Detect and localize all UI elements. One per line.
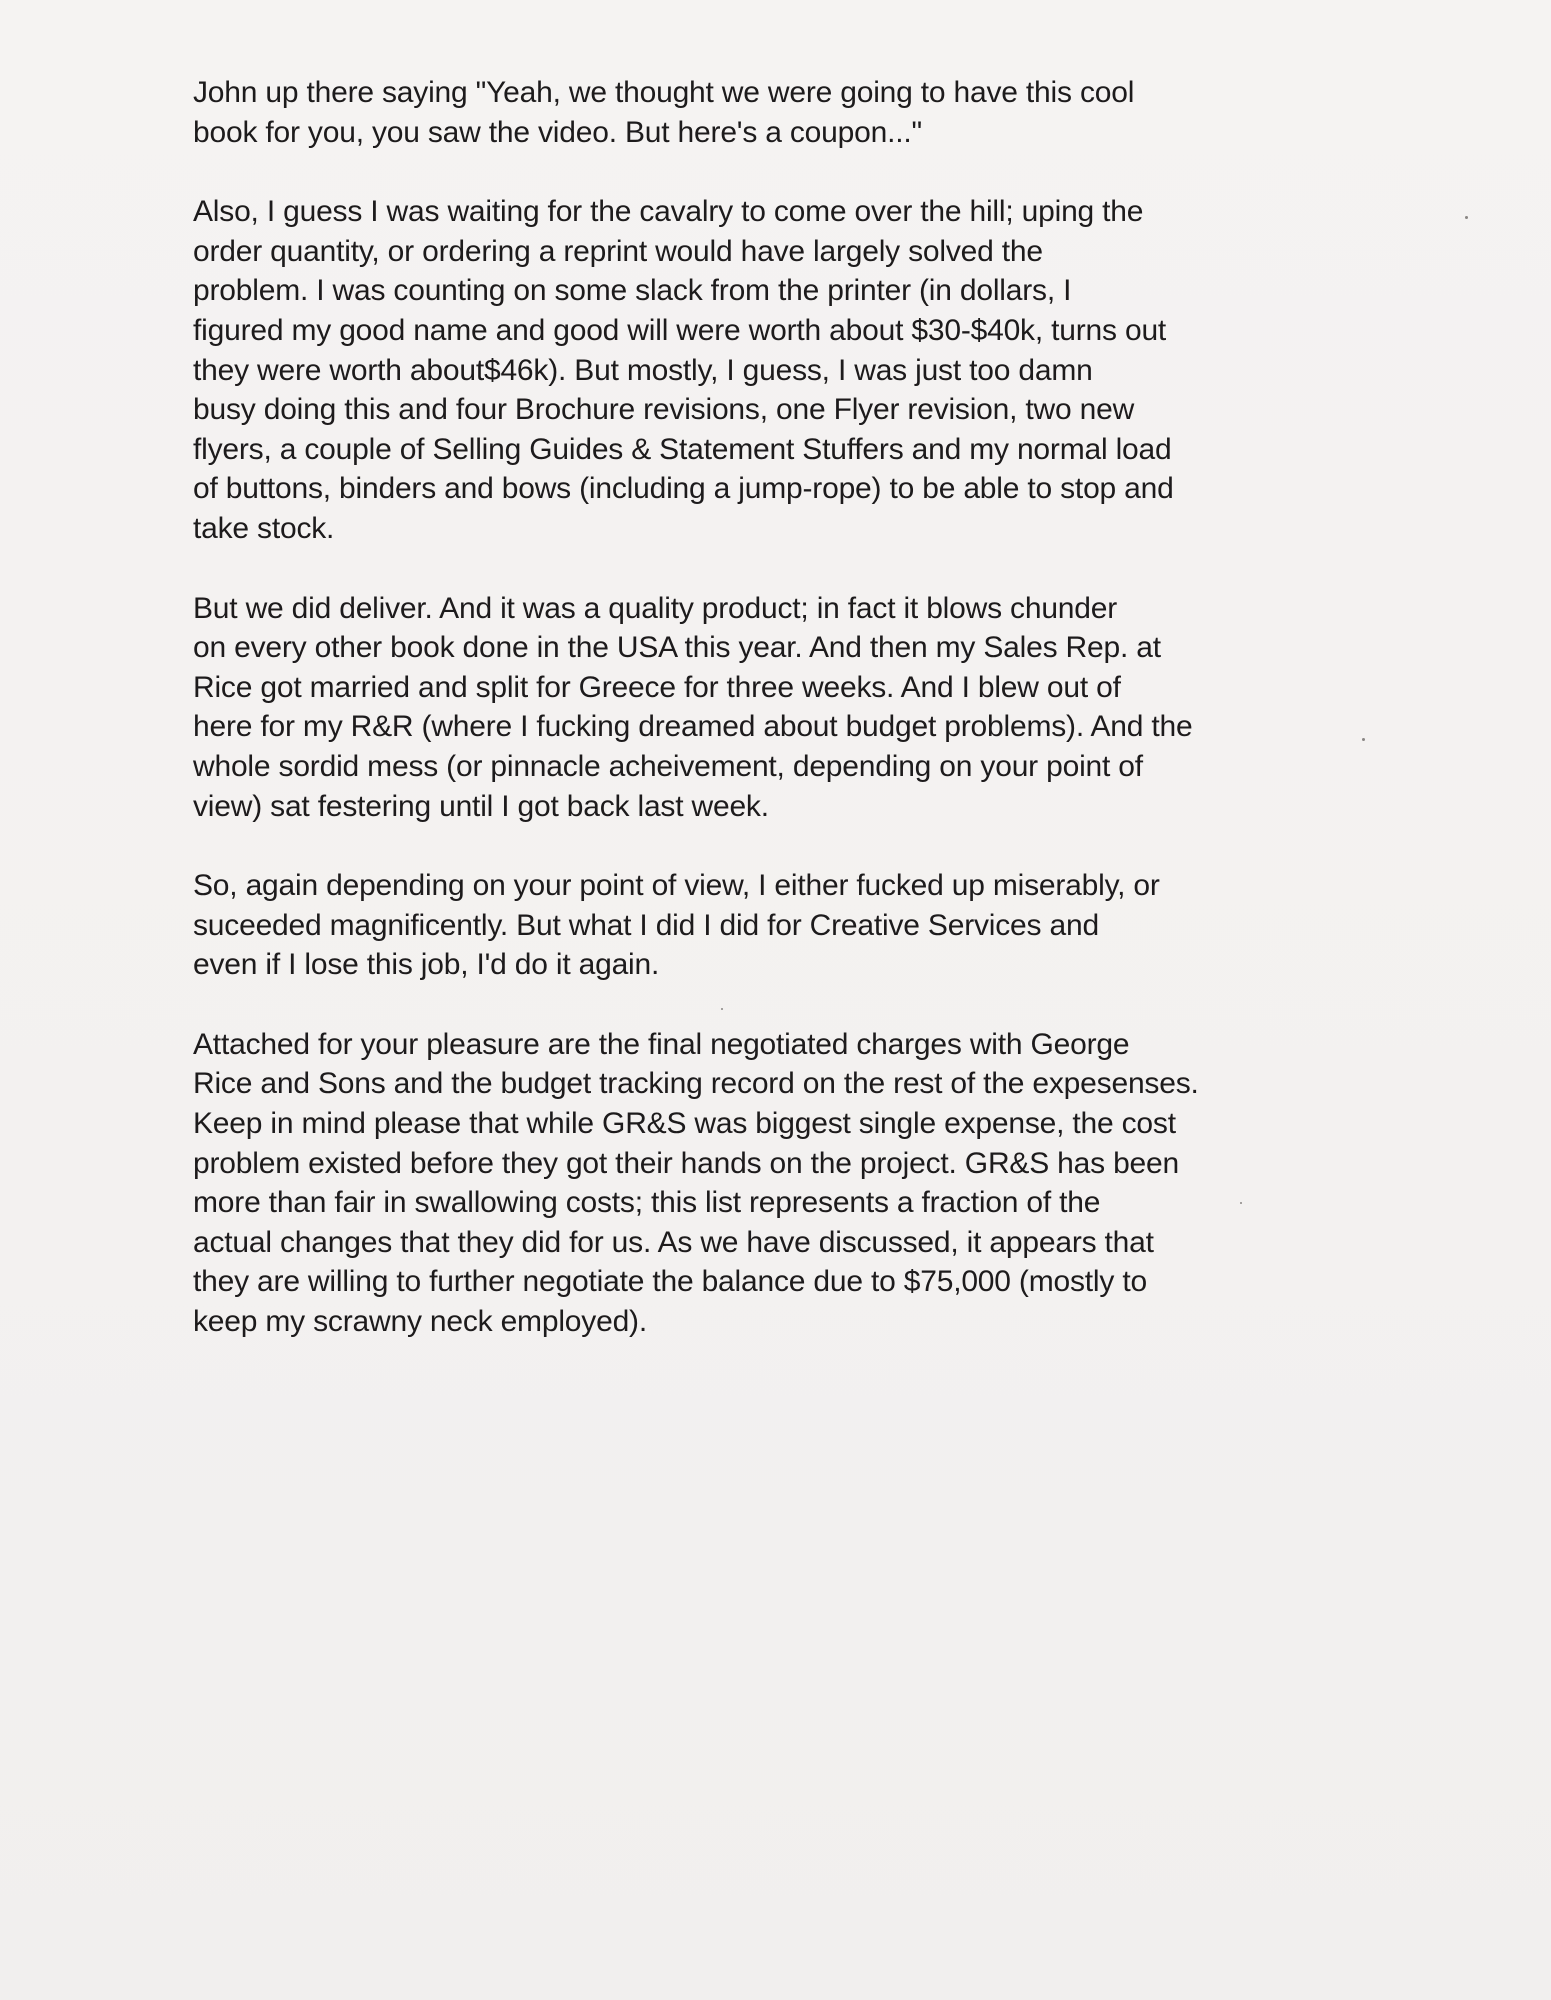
paper-speck <box>1240 1202 1242 1204</box>
paragraph-delivery <box>193 589 1333 827</box>
text-line: they are willing to further negotiate the balance due to $75,000 (mostly to <box>193 1265 1147 1299</box>
text-line: Attached for your pleasure are the final negotiated charges with George <box>193 1027 1130 1061</box>
text-line: Also, I guess I was waiting for the cavalry to come over the hill; uping the <box>193 195 1144 229</box>
text-line: take stock. <box>193 511 335 545</box>
text-line: order quantity, or ordering a reprint would have largely solved the <box>193 234 1043 268</box>
text-line: figured my good name and good will were worth about $30-$40k, turns out <box>193 313 1167 347</box>
text-line: of buttons, binders and bows (including a jump-rope) to be able to stop and <box>193 472 1174 506</box>
paragraph-cavalry <box>193 192 1333 548</box>
text-line: But we did deliver. And it was a quality product; in fact it blows chunder <box>193 591 1118 625</box>
paragraph-point-of-view <box>193 866 1333 985</box>
text-line: problem. I was counting on some slack from the printer (in dollars, I <box>193 274 1072 308</box>
text-line: on every other book done in the USA this year. And then my Sales Rep. at <box>193 631 1161 665</box>
text-line: Rice and Sons and the budget tracking record on the rest of the expesenses. <box>193 1067 1199 1101</box>
text-line: here for my R&R (where I fucking dreamed about budget problems). And the <box>193 710 1193 744</box>
paper-speck <box>721 1008 723 1010</box>
text-line: flyers, a couple of Selling Guides & Statement Stuffers and my normal load <box>193 432 1172 466</box>
paper-speck <box>1465 216 1468 219</box>
text-line: more than fair in swallowing costs; this list represents a fraction of the <box>193 1186 1101 1220</box>
text-line: suceeded magnificently. But what I did I did for Creative Services and <box>193 908 1099 942</box>
letter-body <box>193 73 1333 1382</box>
text-line: So, again depending on your point of view, I either fucked up miserably, or <box>193 869 1160 903</box>
paragraph-attached-charges <box>193 1025 1333 1342</box>
text-line: whole sordid mess (or pinnacle acheivement, depending on your point of <box>193 749 1143 783</box>
paragraph-coupon <box>193 73 1333 152</box>
paper-speck <box>1362 738 1365 741</box>
text-line: busy doing this and four Brochure revisions, one Flyer revision, two new <box>193 393 1135 427</box>
text-line: view) sat festering until I got back last week. <box>193 789 769 823</box>
text-line: book for you, you saw the video. But here's a coupon..." <box>193 115 922 149</box>
text-line: John up there saying "Yeah, we thought we were going to have this cool <box>193 76 1135 109</box>
text-line: actual changes that they did for us. As we have discussed, it appears that <box>193 1225 1154 1259</box>
text-line: Rice got married and split for Greece for three weeks. And I blew out of <box>193 670 1121 704</box>
text-line: keep my scrawny neck employed). <box>193 1305 647 1339</box>
text-line: Keep in mind please that while GR&S was biggest single expense, the cost <box>193 1107 1176 1141</box>
text-line: they were worth about$46k). But mostly, I guess, I was just too damn <box>193 353 1093 387</box>
text-line: problem existed before they got their hands on the project. GR&S has been <box>193 1146 1180 1180</box>
text-line: even if I lose this job, I'd do it again. <box>193 948 660 982</box>
